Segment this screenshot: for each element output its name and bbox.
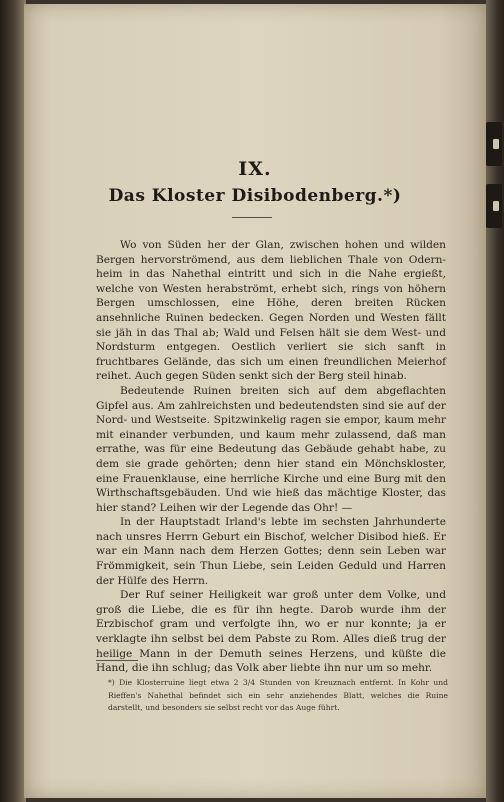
paragraph: Bedeutende Ruinen breiten sich auf dem abgeflachten Gipfel aus. Am zahlreichsten und bedeutendsten sind sie auf der Nord- und Westseite. Spitzwinkelig ragen sie empor, kaum mehr mit einander verbunden, und kaum mehr zulassend, daß man errathe, was für eine Bedeutung das Gebäude gehabt habe, zu dem sie grade gehörten; denn hier stand ein Mönchskloster, eine Frauenklause, eine herrliche Kirche und eine Burg mit den Wirthschaftsgebäuden. Und wie hieß das mächtige Kloster, das hier stand? Leihen wir der Legende das Ohr! — bbox=[96, 384, 446, 514]
book-spine-edge bbox=[0, 0, 26, 802]
footnote-divider bbox=[96, 660, 138, 661]
paragraph: In der Hauptstadt Irland's lebte im sechsten Jahrhunderte nach unsres Herrn Geburt ein Bischof, welcher Disibod hieß. Er war ein Mann nach dem Herzen Gottes; denn sein Leben war Frömmigkeit, sein Thun Liebe, sein Leiden Geduld und Harren der Hülfe des Herrn. bbox=[96, 516, 446, 587]
footnote bbox=[108, 677, 448, 715]
page-stack-edge bbox=[486, 0, 504, 802]
paragraph: Der Ruf seiner Heiligkeit war groß unter dem Volke, und groß die Liebe, die es für ihn hegte. Darob wurde ihm der Erzbischof gram und verfolgte ihn, wo er nur konnte; ja er verklagte ihn selbst bei dem Pabste zu Rom. Alles dieß trug der heilige Mann in der Demuth seines Herzens, und küßte die Hand, die ihn schlug; das Volk aber liebte ihn nur um so mehr. bbox=[96, 589, 446, 675]
tab-mark-icon bbox=[493, 201, 499, 211]
bookmark-tab bbox=[486, 184, 502, 228]
chapter-number: IX. bbox=[238, 158, 272, 180]
footnote-text: *) Die Klosterruine liegt etwa 2 3/4 Stunden von Kreuznach entfernt. In Kohr und Rieffen's Nahethal befindet sich ein sehr anziehendes Blatt, welches die Ruine darstellt, und besonders sie selbst recht vor das Auge führt. bbox=[108, 678, 448, 713]
bookmark-tab bbox=[486, 122, 502, 166]
chapter-title: Das Kloster Disibodenberg.*) bbox=[108, 186, 402, 206]
tab-mark-icon bbox=[493, 139, 499, 149]
paragraph: Wo von Süden her der Glan, zwischen hohen und wilden Bergen hervorströmend, aus dem lieblichen Thale von Odernheim in das Nahethal eintritt und sich in die Nahe ergießt, welche von Westen herabströmt, erhebt sich, rings von höhern Bergen umschlossen, eine Höhe, deren breiten Rücken ansehnliche Ruinen bedecken. Gegen Norden und Westen fällt sie jäh in das Thal ab; Wald und Felsen hält sie dem West- und Nordsturm entgegen. Oestlich verliert sie sich sanft in fruchtbares Gelände, das sich um einen freundlichen Meierhof reihet. Auch gegen Süden senkt sich der Berg steil hinab. bbox=[96, 239, 446, 383]
title-divider bbox=[232, 217, 272, 218]
body-text bbox=[96, 238, 446, 676]
